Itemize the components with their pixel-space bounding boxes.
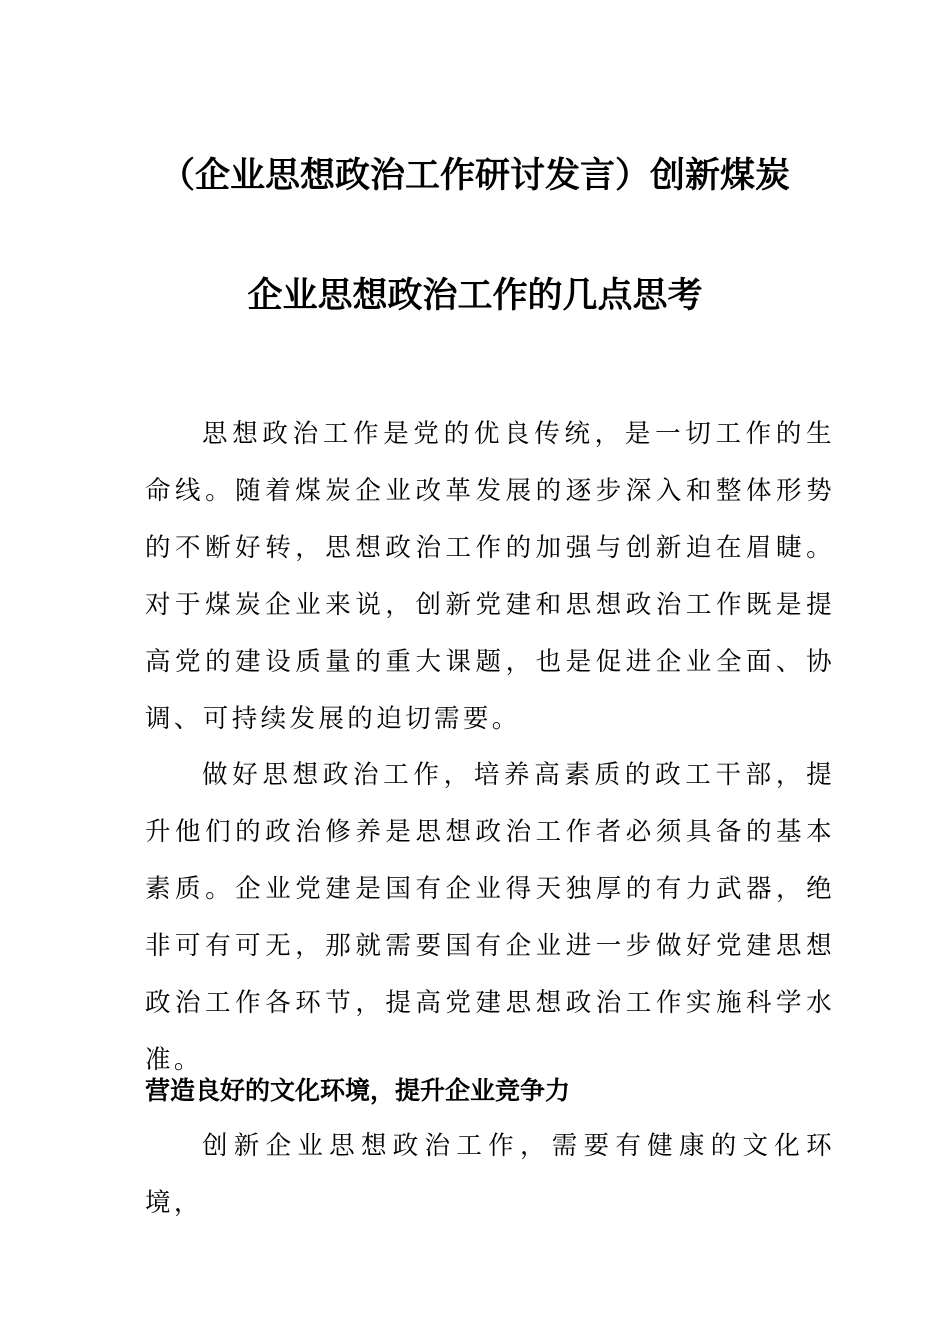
body-paragraph-3: 创新企业思想政治工作，需要有健康的文化环境， xyxy=(145,1131,835,1218)
section-heading: 营造良好的文化环境，提升企业竞争力 xyxy=(145,1076,571,1105)
document-title-line-1: （企业思想政治工作研讨发言）创新煤炭 xyxy=(159,156,790,196)
document-title-line-2: 企业思想政治工作的几点思考 xyxy=(247,276,703,316)
body-paragraph-2: 做好思想政治工作，培养高素质的政工干部，提升他们的政治修养是思想政治工作者必须具备的基本素质。企业党建是国有企业得天独厚的有力武器，绝非可有可无，那就需要国有企业进一步做好党建思想政治工作各环节，提高党建思想政治工作实施科学水准。 xyxy=(145,760,835,1075)
body-paragraph-1: 思想政治工作是党的优良传统，是一切工作的生命线。随着煤炭企业改革发展的逐步深入和整体形势的不断好转，思想政治工作的加强与创新迫在眉睫。对于煤炭企业来说，创新党建和思想政治工作既是提高党的建设质量的重大课题，也是促进企业全面、协调、可持续发展的迫切需要。 xyxy=(145,419,835,734)
